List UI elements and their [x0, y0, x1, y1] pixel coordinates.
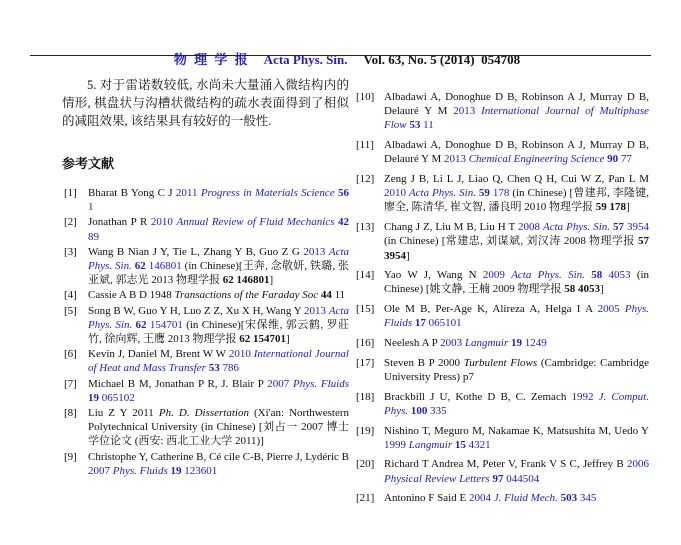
reference-number: [2] — [64, 216, 77, 229]
citation-link[interactable]: 044504 — [506, 472, 540, 485]
reference-segment: Albadawi A, Donoghue D B, Robinson A J, Murray D B, Delauré Y M — [384, 91, 649, 118]
citation-link[interactable]: 77 — [620, 153, 632, 166]
reference-text — [88, 378, 349, 404]
reference-segment: Steven B P 2000 — [384, 356, 464, 369]
reference-segment: 11 — [334, 289, 346, 302]
reference-segment: Song B W, Guo Y H, Luo Z Z, Xu X H, Wang Y — [88, 304, 305, 317]
reference-text — [384, 458, 649, 484]
citation-link[interactable]: Acta Phys. Sin. — [511, 269, 592, 282]
references-heading: 参考文献 — [62, 156, 115, 171]
reference-segment: (in Chinese) [姚文静, 王楠 2009 物理学报 — [384, 269, 650, 296]
citation-link[interactable]: 146801 — [148, 260, 185, 273]
reference-number: [1] — [64, 187, 77, 199]
citation-link[interactable]: J. Fluid Mech. — [493, 492, 561, 505]
citation-link[interactable]: 53 — [409, 119, 424, 132]
reference-text — [88, 246, 349, 286]
citation-link[interactable]: Annual Review of Fluid Mechanics — [176, 216, 338, 229]
reference-item — [356, 336, 649, 350]
citation-link[interactable]: 57 — [613, 221, 627, 234]
citation-link[interactable]: Acta Phys. Sin. — [408, 187, 479, 200]
reference-segment: Richard T Andrea M, Peter V, Frank V S C, Jeffrey B — [384, 458, 627, 471]
citation-link[interactable]: 42 — [338, 216, 349, 229]
reference-text — [88, 451, 349, 477]
reference-text — [384, 173, 649, 213]
journal-title-en: Acta Phys. Sin. — [263, 52, 348, 67]
reference-segment: Christophe Y, Catherine B, Cé cile C-B, Pierre J, Lydéric B — [88, 450, 349, 463]
reference-segment: (in Chinese) [曾建邦, 李隆键, 廖全, 陈清华, 崔文智, 潘良明 2010 物理学报 — [384, 187, 650, 214]
citation-link[interactable]: 2010 — [150, 216, 177, 229]
citation-link[interactable]: Phys. Fluids — [293, 377, 350, 390]
reference-segment: Transactions of the Faraday Soc — [174, 289, 321, 302]
citation-link[interactable]: 503 — [560, 492, 580, 505]
reference-number: [9] — [64, 450, 77, 463]
reference-segment: Antonino F Said E — [384, 492, 469, 505]
citation-link[interactable]: 2009 — [482, 269, 512, 282]
reference-text — [88, 289, 345, 301]
reference-list-left — [62, 186, 349, 478]
reference-number: [5] — [64, 304, 77, 317]
citation-link[interactable]: 1999 — [384, 438, 409, 451]
reference-item — [356, 302, 649, 330]
reference-number: [16] — [356, 337, 375, 350]
reference-number: [20] — [356, 458, 375, 471]
reference-segment: Ole M B, Per-Age K, Alireza A, Helga I A — [384, 303, 598, 316]
reference-segment: (in Chinese) [常建忠, 刘谋斌, 刘汉涛 2008 物理学报 — [384, 235, 638, 248]
citation-link[interactable]: 178 — [492, 187, 513, 200]
reference-item — [62, 288, 349, 302]
reference-text — [384, 357, 649, 383]
reference-text — [384, 303, 649, 329]
citation-link[interactable]: Physical Review Letters — [384, 472, 493, 485]
reference-text — [384, 269, 649, 295]
citation-link[interactable]: 2010 — [228, 348, 254, 361]
reference-segment: (Cambridge: Cambridge University Press) p7 — [384, 356, 649, 383]
reference-number: [19] — [356, 424, 375, 437]
citation-link[interactable]: 97 — [492, 472, 507, 485]
citation-link[interactable]: 2003 — [440, 337, 465, 350]
citation-link[interactable]: 11 — [423, 119, 434, 132]
citation-link[interactable]: 786 — [222, 362, 239, 375]
citation-link[interactable]: 335 — [430, 404, 447, 417]
reference-segment: Cassie A B D 1948 — [88, 289, 175, 302]
reference-segment: 44 — [320, 289, 335, 302]
reference-segment: 58 4053 — [564, 283, 601, 296]
citation-link[interactable]: 2004 — [468, 492, 494, 505]
reference-number: [12] — [356, 173, 375, 186]
reference-segment: Ph. D. Dissertation — [158, 407, 254, 420]
reference-text — [384, 492, 596, 504]
reference-segment: 62 154701 — [239, 333, 286, 346]
reference-text — [384, 221, 649, 261]
left-column — [62, 76, 349, 479]
reference-text — [88, 305, 349, 345]
citation-link[interactable]: Acta Phys. Sin. — [88, 304, 349, 331]
journal-title-zh: 物 理 学 报 — [173, 52, 250, 67]
citation-link[interactable]: 154701 — [149, 318, 187, 331]
reference-text — [88, 348, 349, 374]
reference-segment: 62 146801 — [222, 274, 270, 287]
reference-item — [356, 356, 649, 384]
reference-segment: ] — [600, 283, 604, 296]
reference-item — [62, 450, 349, 478]
reference-segment: Chang J Z, Liu M B, Liu H T — [384, 221, 518, 234]
citation-link[interactable]: 123601 — [184, 464, 218, 477]
reference-segment: Turbulent Flows — [463, 356, 541, 369]
reference-item — [356, 138, 649, 166]
reference-segment: 59 178 — [595, 201, 626, 214]
reference-text — [384, 139, 649, 165]
reference-segment: Zeng J B, Li L J, Liao Q, Chen Q H, Cui W Z, Pan L M — [384, 173, 649, 186]
citation-link[interactable]: International Journal of Heat and Mass Transfer — [88, 348, 349, 375]
citation-link[interactable]: Chemical Engineering Science — [468, 153, 608, 166]
citation-link[interactable]: J. Comput. Phys. — [384, 390, 649, 417]
reference-number: [13] — [356, 221, 375, 234]
citation-link[interactable]: Acta Phys. Sin. — [542, 221, 614, 234]
reference-number: [17] — [356, 356, 375, 369]
reference-segment: ] — [286, 333, 290, 346]
reference-item — [62, 347, 349, 375]
reference-number: [18] — [356, 390, 375, 403]
volume-info: Vol. 63, No. 5 (2014) 054708 — [363, 52, 521, 67]
citation-link[interactable]: 17 — [414, 317, 429, 330]
reference-number: [7] — [64, 377, 77, 390]
reference-number: [15] — [356, 303, 375, 316]
reference-segment: Bharat B Yong C J — [88, 187, 176, 199]
reference-segment: Neelesh A P — [384, 337, 441, 350]
reference-segment: Albadawi A, Donoghue D B, Robinson A J, Murray D B, Delauré Y M — [384, 139, 649, 166]
citation-link[interactable]: 19 — [511, 337, 525, 350]
citation-link[interactable]: 2007 — [267, 377, 294, 390]
citation-link[interactable]: 4321 — [468, 438, 491, 451]
reference-text — [384, 337, 547, 349]
citation-link[interactable]: Langmuir — [464, 337, 512, 350]
reference-text — [88, 407, 349, 447]
citation-link[interactable]: 19 — [88, 391, 102, 404]
citation-link[interactable]: 2007 — [88, 464, 113, 477]
citation-link[interactable]: 15 — [454, 438, 469, 451]
reference-number: [6] — [64, 348, 77, 361]
reference-segment: (in Chinese)[宋保维, 郭云鹤, 罗莊竹, 徐向辉, 王鹰 2013 物理学报 — [88, 318, 350, 346]
reference-segment: Michael B M, Jonathan P R, J. Blair P — [88, 377, 268, 390]
reference-text — [384, 391, 649, 417]
citation-link[interactable]: Phys. Fluids — [384, 303, 649, 330]
reference-text — [384, 425, 649, 451]
citation-link[interactable]: 2005 — [597, 303, 625, 316]
reference-item — [356, 172, 649, 215]
reference-item — [62, 245, 349, 288]
reference-segment: 57 3954 — [384, 235, 649, 262]
citation-link[interactable]: 065102 — [101, 391, 135, 404]
citation-link[interactable]: Progress in Materials Science — [200, 187, 338, 199]
reference-item — [62, 215, 349, 243]
reference-segment: (in Chinese)[王奔, 念敬妍, 铁璐, 张亚斌, 郭志光 2013 物理学报 — [88, 260, 350, 287]
citation-link[interactable]: 53 — [208, 362, 223, 375]
reference-item — [356, 457, 649, 485]
reference-segment: Liu Z Y 2011 — [88, 407, 159, 420]
reference-text — [88, 216, 349, 242]
reference-item — [356, 268, 649, 296]
reference-list-right — [356, 90, 649, 506]
reference-number: [21] — [356, 492, 375, 505]
reference-segment: Wang B Nian J Y, Tie L, Zhang Y B, Guo Z G — [88, 245, 304, 258]
reference-segment: ] — [406, 249, 410, 262]
citation-link[interactable]: 90 — [607, 153, 621, 166]
reference-item — [356, 424, 649, 452]
reference-item — [356, 220, 649, 263]
citation-link[interactable]: 2008 — [517, 221, 543, 234]
reference-segment: ] — [626, 201, 630, 214]
reference-item — [62, 186, 349, 214]
citation-link[interactable]: 56 — [338, 187, 349, 199]
citation-link[interactable]: 2006 — [627, 458, 649, 471]
reference-number: [4] — [64, 289, 77, 302]
reference-segment: Kevin J, Daniel M, Brent W W — [88, 348, 229, 361]
reference-number: [10] — [356, 91, 375, 103]
reference-item — [62, 377, 349, 405]
citation-link[interactable]: Acta Phys. Sin. — [88, 245, 350, 273]
citation-link[interactable]: 1249 — [524, 337, 547, 350]
conclusion-paragraph: 5. 对于雷诺数较低, 水尚未大量涌入微结构内的情形, 棋盘状与沟槽状微结构的疏水表面得到了相似的减阻效果, 该结果具有较好的一般性. — [62, 78, 349, 128]
reference-text — [88, 187, 349, 213]
citation-link[interactable]: 065101 — [428, 317, 462, 330]
right-column — [356, 76, 649, 511]
reference-number: [14] — [356, 269, 375, 282]
reference-item — [62, 304, 349, 347]
citation-link[interactable]: 58 — [591, 269, 609, 282]
citation-link[interactable]: 2013 — [303, 245, 329, 258]
citation-link[interactable]: International Journal of Multiphase Flow — [384, 105, 650, 132]
citation-link[interactable]: 89 — [88, 230, 99, 243]
citation-link[interactable]: 1992 — [571, 390, 599, 403]
citation-link[interactable]: 2010 — [384, 187, 409, 200]
reference-segment: (Xi'an: Northwestern Polytechnical University (in Chinese) [刘占一 2007 博士学位论文 (西安: 西北工业大学 2011)] — [88, 407, 349, 448]
citation-link[interactable]: 59 — [478, 187, 493, 200]
reference-item — [356, 90, 649, 133]
citation-link[interactable]: Langmuir — [408, 438, 455, 451]
reference-text — [384, 91, 649, 131]
citation-link[interactable]: Phys. Fluids — [112, 464, 171, 477]
reference-item — [356, 491, 649, 505]
reference-number: [11] — [356, 139, 374, 152]
citation-link[interactable]: 2013 — [453, 105, 482, 118]
citation-link[interactable]: 2013 — [304, 304, 329, 317]
citation-link[interactable]: 3954 — [627, 221, 649, 234]
citation-link[interactable]: 4053 — [608, 269, 637, 282]
citation-link[interactable]: 62 — [134, 260, 149, 273]
reference-number: [8] — [64, 407, 77, 420]
reference-number: [3] — [64, 245, 77, 258]
citation-link[interactable]: 345 — [579, 492, 597, 505]
citation-link[interactable]: 2013 — [443, 153, 469, 166]
citation-link[interactable]: 100 — [410, 404, 431, 417]
citation-link[interactable]: 1 — [88, 201, 94, 214]
citation-link[interactable]: 2011 — [175, 187, 201, 199]
reference-segment: ] — [269, 274, 274, 287]
reference-segment: Jonathan P R — [88, 216, 151, 229]
reference-segment: Brackbill J U, Kothe D B, C. Zemach — [384, 390, 572, 403]
header-rule — [30, 55, 651, 56]
reference-segment: Nishino T, Meguro M, Nakamae K, Matsushita M, Uedo Y — [384, 424, 649, 437]
reference-item — [356, 390, 649, 418]
reference-segment: Yao W J, Wang N — [384, 269, 483, 282]
reference-item — [62, 406, 349, 449]
citation-link[interactable]: 19 — [170, 464, 185, 477]
citation-link[interactable]: 62 — [135, 318, 150, 331]
